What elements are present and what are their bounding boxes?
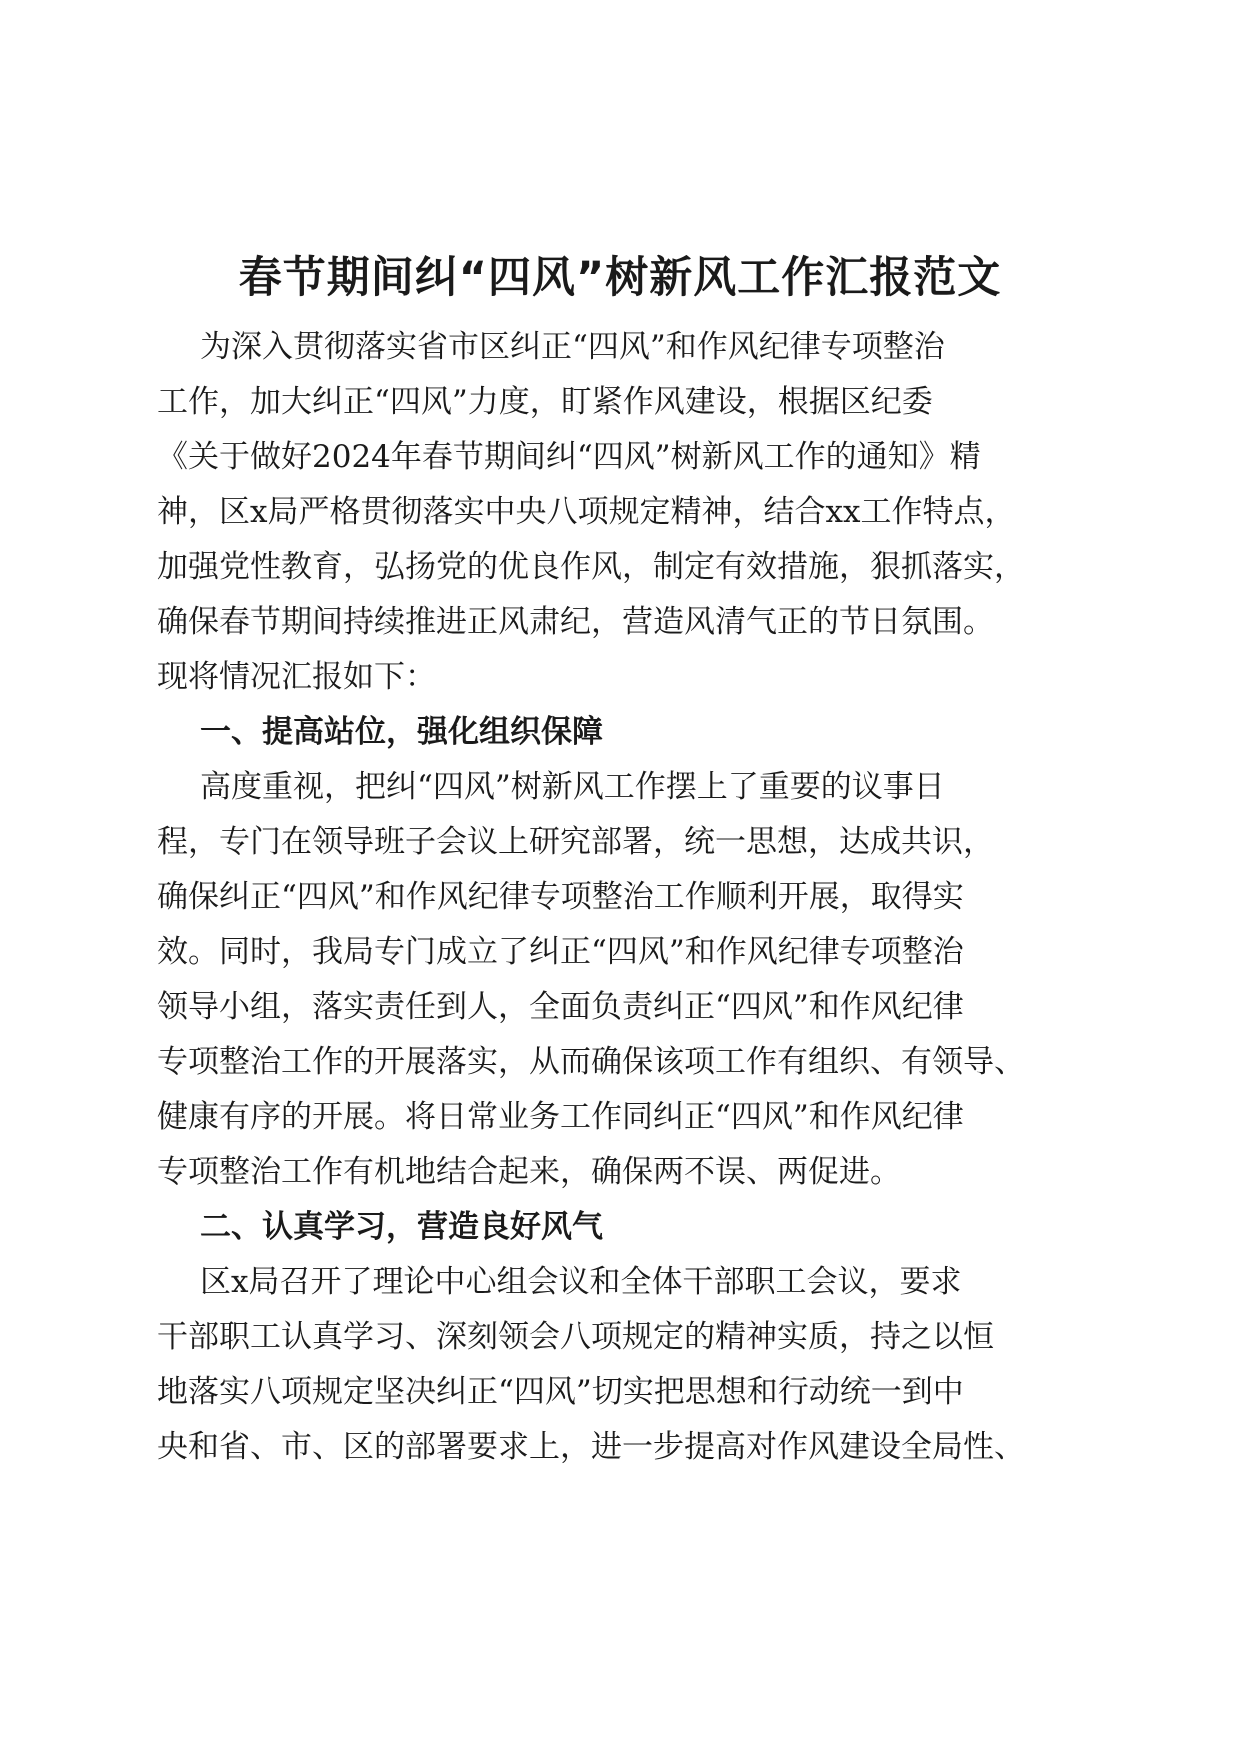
- body-line: 区x局召开了理论中心组会议和全体干部职工会议，要求: [200, 1264, 962, 1300]
- body-line: 工作，加大纠正“四风”力度，盯紧作风建设，根据区纪委: [157, 384, 933, 420]
- body-line: 领导小组，落实责任到人，全面负责纠正“四风”和作风纪律: [157, 989, 964, 1025]
- body-line: 为深入贯彻落实省市区纠正“四风”和作风纪律专项整治: [200, 329, 945, 365]
- body-line: 专项整治工作的开展落实，从而确保该项工作有组织、有领导、: [157, 1044, 1025, 1080]
- body-line: 健康有序的开展。将日常业务工作同纠正“四风”和作风纪律: [157, 1099, 964, 1135]
- body-line: 地落实八项规定坚决纠正“四风”切实把思想和行动统一到中: [157, 1374, 964, 1410]
- body-line: 确保春节期间持续推进正风肃纪，营造风清气正的节日氛围。: [157, 604, 994, 640]
- body-line: 干部职工认真学习、深刻领会八项规定的精神实质，持之以恒: [157, 1319, 994, 1355]
- body-line: 程，专门在领导班子会议上研究部署，统一思想，达成共识，: [157, 824, 994, 860]
- body-line: 加强党性教育，弘扬党的优良作风，制定有效措施，狠抓落实，: [157, 549, 1025, 585]
- section-heading-2: 二、认真学习，营造良好风气: [200, 1209, 603, 1245]
- body-line: 央和省、市、区的部署要求上，进一步提高对作风建设全局性、: [157, 1429, 1025, 1465]
- body-line: 神，区x局严格贯彻落实中央八项规定精神，结合xx工作特点，: [157, 494, 1016, 530]
- body-line: 专项整治工作有机地结合起来，确保两不误、两促进。: [157, 1154, 901, 1190]
- body-line: 高度重视，把纠“四风”树新风工作摆上了重要的议事日: [200, 769, 945, 805]
- body-line: 效。同时，我局专门成立了纠正“四风”和作风纪律专项整治: [157, 934, 964, 970]
- body-line: 现将情况汇报如下：: [157, 659, 436, 695]
- section-heading-1: 一、提高站位，强化组织保障: [200, 714, 603, 750]
- document-title: 春节期间纠“四风”树新风工作汇报范文: [238, 253, 1002, 303]
- body-line: 《关于做好2024年春节期间纠“四风”树新风工作的通知》精: [157, 439, 981, 475]
- body-line: 确保纠正“四风”和作风纪律专项整治工作顺利开展，取得实: [157, 879, 964, 915]
